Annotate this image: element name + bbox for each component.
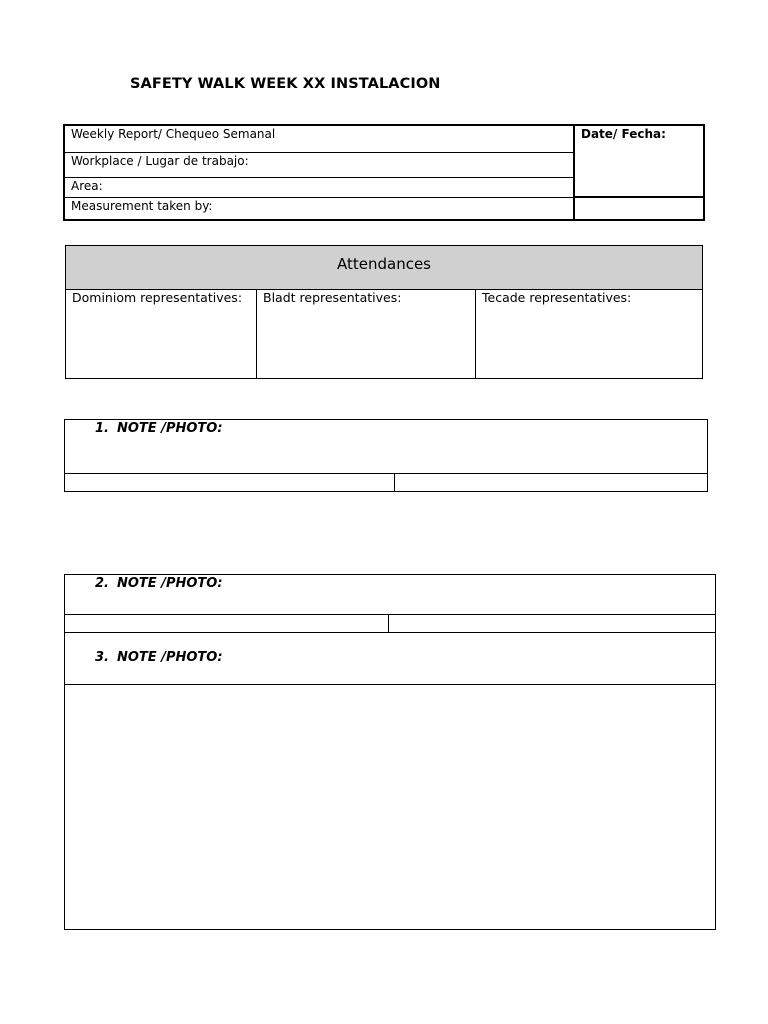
note-photo-2-3-box[interactable] (64, 574, 716, 930)
area-cell[interactable]: Area: (65, 178, 573, 198)
note-photo-1-box[interactable] (64, 419, 708, 492)
document-title: SAFETY WALK WEEK XX INSTALACION (130, 76, 441, 92)
note-3-number: 3. (95, 650, 109, 665)
dominiom-representatives-cell[interactable]: Dominiom representatives: (66, 290, 257, 378)
date-cell[interactable]: Date/ Fecha: (575, 126, 703, 198)
note-2-divider-top (65, 614, 715, 615)
note-photo-2-label (95, 576, 223, 591)
note-photo-1-label (95, 421, 223, 436)
note-1-text: NOTE /PHOTO: (117, 421, 223, 436)
note-photo-3-label (95, 650, 223, 665)
header-table (63, 124, 705, 221)
weekly-report-cell[interactable]: Weekly Report/ Chequeo Semanal (65, 126, 573, 153)
measurement-cell[interactable]: Measurement taken by: (71, 199, 213, 213)
attendances-heading: Attendances (66, 246, 702, 290)
note-2-divider-bottom (65, 632, 715, 633)
note-2-number: 2. (95, 576, 109, 591)
note-2-split (388, 614, 389, 632)
note-1-number: 1. (95, 421, 109, 436)
note-3-divider (65, 684, 715, 685)
tecade-representatives-cell[interactable]: Tecade representatives: (482, 290, 632, 305)
note-3-text: NOTE /PHOTO: (117, 650, 223, 665)
bladt-representatives-cell[interactable]: Bladt representatives: (257, 290, 476, 378)
note-1-split (394, 473, 395, 491)
workplace-cell[interactable]: Workplace / Lugar de trabajo: (65, 153, 573, 178)
header-left-column (65, 126, 575, 219)
note-2-text: NOTE /PHOTO: (117, 576, 223, 591)
note-1-divider (65, 473, 707, 474)
attendances-table (65, 245, 703, 379)
